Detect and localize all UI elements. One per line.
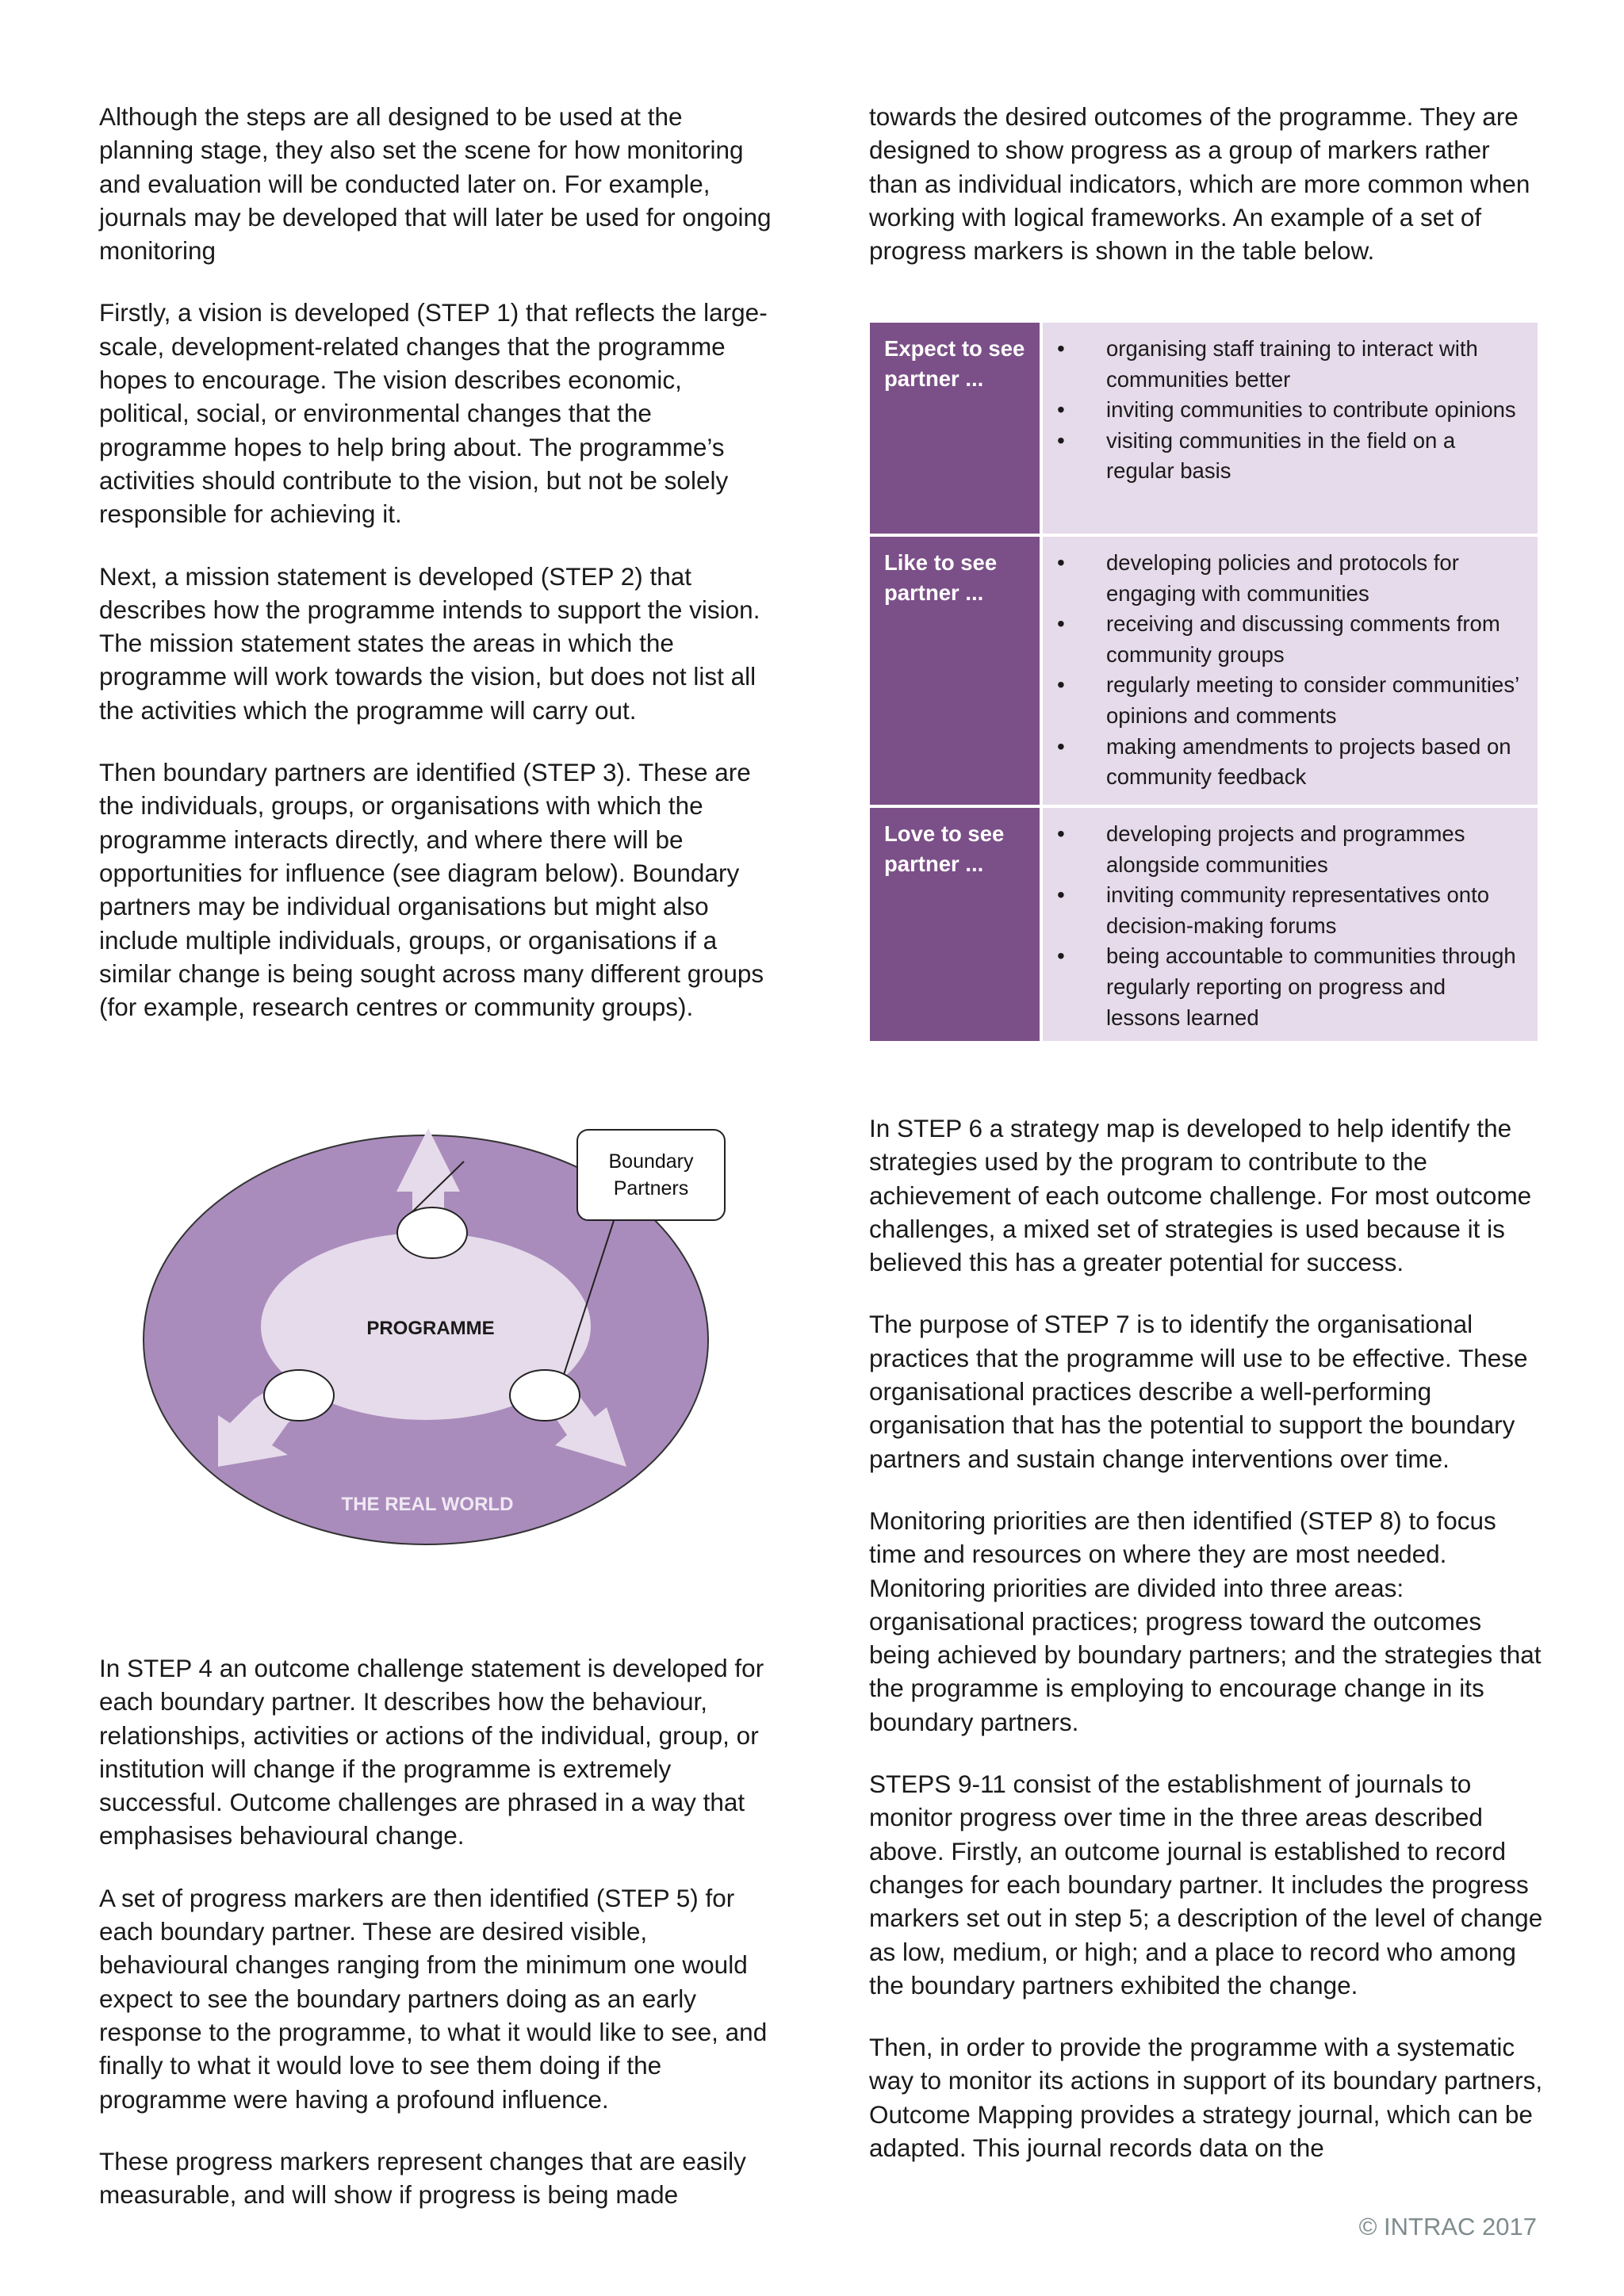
table-row-items: [1043, 323, 1538, 534]
list-item: • inviting community representatives onto decision-making forums: [1043, 880, 1522, 941]
list-item: • visiting communities in the field on a regular basis: [1043, 426, 1522, 487]
list-item: • regularly meeting to consider communities’ opinions and comments: [1043, 670, 1522, 731]
paragraph-step-5-progress-markers: A set of progress markers are then identified (STEP 5) for each boundary partner. These are desired visible, behavioural changes ranging from the minimum one would expect to see the boundary partners doing as an early response to the programme, to what it would like to see, and finally to what it would love to see them doing if the programme were having a profound influence.: [99, 1883, 768, 2114]
copyright-footer: © INTRAC 2017: [1358, 2213, 1537, 2241]
paragraph-strategy-journal: Then, in order to provide the programme with a systematic way to monitor its actions in support of its boundary partners, Outcome Mapping provides a strategy journal, which can be adapted. This journal records data on the: [869, 2033, 1543, 2163]
boundary-partner-circle: [510, 1370, 580, 1421]
table-row-heading: Like to see partner ...: [870, 537, 1040, 805]
table-row-heading: Expect to see partner ...: [870, 323, 1040, 534]
paragraph-step-8-monitoring-priorities: Monitoring priorities are then identified (STEP 8) to focus time and resources on where they are most needed. Monitoring priorities are divided into three areas: organisational practices; progress toward the outcomes being achieved by boundary partners; and the strategies that the programme is employing to encourage change in its boundary partners.: [869, 1506, 1542, 1736]
list-item: • developing projects and programmes alongside communities: [1043, 819, 1522, 880]
list-item: • being accountable to communities through regularly reporting on progress and lessons learned: [1043, 941, 1522, 1033]
paragraph-step-7-organisational-practices: The purpose of STEP 7 is to identify the organisational practices that the programme will use to be effective. These organisational practices describe a well-performing organisation that has the potential to support the boundary partners and sustain change interventions over time.: [869, 1310, 1528, 1473]
table-row-heading: Love to see partner ...: [870, 808, 1040, 1041]
list-item: • organising staff training to interact with communities better: [1043, 334, 1522, 395]
left-column-bottom: [99, 1651, 773, 2240]
list-item: • receiving and discussing comments from community groups: [1043, 609, 1522, 670]
table-row-expect: [870, 323, 1538, 534]
callout-label-line2: Partners: [613, 1177, 689, 1200]
paragraph-progress-markers-intro: towards the desired outcomes of the programme. They are designed to show progress as a group of markers rather than as individual indicators, which are more common when working with logical frameworks. An example of a set of progress markers is shown in the table below.: [869, 102, 1530, 266]
list-item: • making amendments to projects based on community feedback: [1043, 732, 1522, 793]
right-column-top: [869, 100, 1543, 296]
paragraph-step-2-mission: Next, a mission statement is developed (STEP 2) that describes how the programme intends to support the vision. The mission statement states the areas in which the programme will work towards the vision, but does not list all the activities which the programme will carry out.: [99, 561, 760, 725]
boundary-partner-circle: [397, 1207, 467, 1258]
table-row-like: [870, 537, 1538, 805]
callout-label-line1: Boundary: [608, 1150, 694, 1173]
boundary-partner-circle: [264, 1370, 334, 1421]
programme-label: PROGRAMME: [366, 1318, 495, 1339]
list-item: • developing policies and protocols for engaging with communities: [1043, 548, 1522, 609]
paragraph-planning-stage: Although the steps are all designed to be used at the planning stage, they also set the scene for how monitoring and evaluation will be conducted later on. For example, journals may be developed that will later be used for ongoing monitoring: [99, 102, 772, 266]
real-world-label: THE REAL WORLD: [341, 1494, 514, 1515]
progress-markers-table: [870, 323, 1538, 1044]
list-item: • inviting communities to contribute opinions: [1043, 395, 1522, 426]
table-row-love: [870, 808, 1538, 1041]
boundary-partners-callout: [577, 1130, 725, 1220]
paragraph-step-6-strategy-map: In STEP 6 a strategy map is developed to help identify the strategies used by the program to contribute to the achievement of each outcome challenge. For most outcome challenges, a mixed set of strategies is used because it is believed this has a greater potential for success.: [869, 1114, 1532, 1277]
right-column-bottom: [869, 1112, 1543, 2193]
paragraph-steps-9-11-journals: STEPS 9-11 consist of the establishment of journals to monitor progress over time in the three areas described above. Firstly, an outcome journal is established to record changes for each boundary partner. It includes the progress markers set out in step 5; a description of the level of change as low, medium, or high; and a place to record who among the boundary partners exhibited the change.: [869, 1770, 1543, 1999]
left-column-top: [99, 100, 773, 1052]
paragraph-progress-markers-measurable: These progress markers represent changes that are easily measurable, and will show if progress is being made: [99, 2146, 746, 2210]
boundary-partners-diagram: [139, 1106, 726, 1550]
table-row-items: [1043, 537, 1538, 805]
paragraph-step-4-outcome-challenge: In STEP 4 an outcome challenge statement is developed for each boundary partner. It describes how the behaviour, relationships, activities or actions of the individual, group, or institution will change if the programme is extremely successful. Outcome challenges are phrased in a way that emphasises behavioural change.: [99, 1654, 764, 1850]
paragraph-step-3-boundary-partners: Then boundary partners are identified (STEP 3). These are the individuals, groups, or organisations with which the programme interacts directly, and where there will be opportunities for influence (see diagram below). Boundary partners may be individual organisations but might also include multiple individuals, groups, or organisations if a similar change is being sought across many different groups (for example, research centres or community groups).: [99, 758, 764, 1022]
table-row-items: [1043, 808, 1538, 1041]
paragraph-step-1-vision: Firstly, a vision is developed (STEP 1) that reflects the large-scale, development-related changes that the programme hopes to encourage. The vision describes economic, political, social, or environmental changes that the programme hopes to help bring about. The programme’s activities should contribute to the vision, but not be solely responsible for achieving it.: [99, 298, 768, 529]
